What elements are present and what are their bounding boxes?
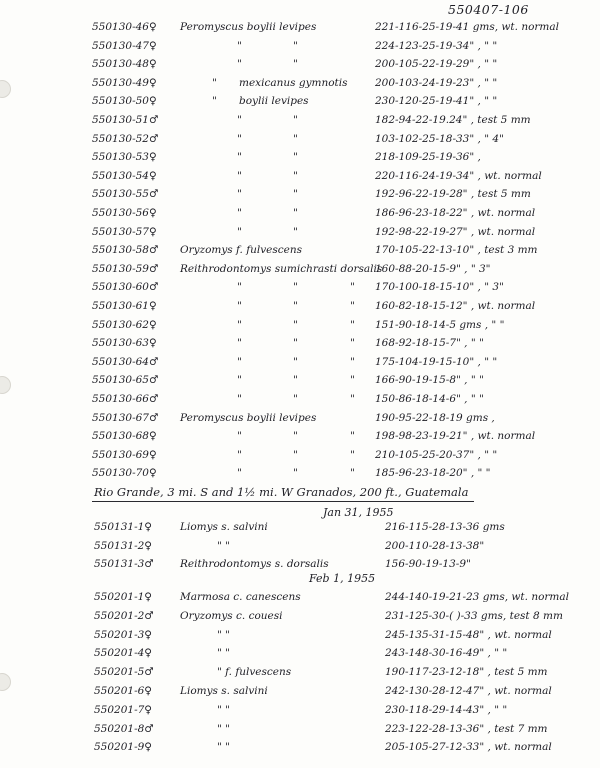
- catalog-number: 550201-1♀: [94, 591, 152, 603]
- catalog-number: 550130-55♂: [92, 188, 159, 201]
- measurements: 175-104-19-15-10" , " ": [375, 355, 498, 368]
- locality-underline: [92, 501, 474, 502]
- catalog-number: 550131-2♀: [94, 539, 152, 552]
- catalog-number: 550201-2♂: [94, 609, 154, 622]
- ditto-mark: ": [293, 207, 298, 219]
- measurements: 182-94-22-19.24" , test 5 mm: [375, 114, 531, 126]
- species-name: boylii levipes: [239, 95, 309, 108]
- catalog-number: 550201-5♂: [94, 666, 154, 679]
- catalog-number: 550130-65♂: [92, 374, 159, 387]
- catalog-number: 550130-63♀: [92, 337, 157, 350]
- ditto-mark: ": [237, 207, 242, 219]
- ditto-mark: ": [293, 374, 298, 387]
- catalog-row: [0, 40, 600, 59]
- ditto-mark: ": [293, 114, 298, 126]
- ditto-mark: ": [237, 281, 242, 294]
- measurements: 166-90-19-15-8" , " ": [375, 374, 484, 387]
- catalog-number: 550130-46♀: [92, 21, 157, 33]
- catalog-row: [0, 188, 600, 207]
- species-name: Peromyscus boylii levipes: [180, 411, 317, 424]
- ditto-mark: ": [350, 281, 355, 294]
- locality-text: Rio Grande, 3 mi. S and 1½ mi. W Granados, 200 ft., Guatemala: [94, 485, 469, 499]
- catalog-row: [0, 741, 600, 760]
- catalog-row: [0, 319, 600, 338]
- catalog-number: 550131-3♂: [94, 558, 154, 570]
- species-name: Reithrodontomys sumichrasti dorsalis: [180, 262, 383, 275]
- measurements: 243-148-30-16-49" , " ": [385, 647, 508, 660]
- catalog-number: 550201-9♀: [94, 741, 152, 754]
- locality-heading: [94, 485, 468, 499]
- catalog-row: [0, 610, 600, 629]
- ditto-mark: ": [237, 188, 242, 201]
- species-name: mexicanus gymnotis: [239, 76, 348, 89]
- catalog-number: 550130-61♀: [92, 300, 157, 312]
- measurements: 190-117-23-12-18" , test 5 mm: [385, 666, 548, 679]
- catalog-row: [0, 393, 600, 412]
- catalog-number: 550130-68♀: [92, 430, 157, 443]
- measurements: 160-88-20-15-9" , " 3": [375, 262, 491, 275]
- measurements: 198-98-23-19-21" , wt. normal: [375, 430, 536, 443]
- ditto-mark: ": [293, 430, 298, 443]
- ditto-mark: ": [293, 151, 298, 164]
- measurements: 230-118-29-14-43" , " ": [385, 703, 508, 716]
- ditto-mark: ": [237, 114, 242, 126]
- ditto-mark: ": [237, 225, 242, 238]
- ditto-mark: ": [237, 467, 242, 480]
- measurements: 168-92-18-15-7" , " ": [375, 337, 484, 350]
- catalog-row: [0, 449, 600, 468]
- catalog-number: 550130-58♂: [92, 244, 159, 257]
- catalog-row: [0, 723, 600, 742]
- ditto-mark: ": [237, 430, 242, 443]
- measurements: 160-82-18-15-12" , wt. normal: [375, 300, 536, 312]
- catalog-row: [0, 374, 600, 393]
- ditto-mark: ": [237, 39, 242, 52]
- date-heading-2: Feb 1, 1955: [309, 572, 376, 585]
- ditto-mark: ": [237, 337, 242, 350]
- ditto-mark: ": [350, 337, 355, 350]
- ditto-mark: ": [350, 300, 355, 312]
- catalog-row: [0, 114, 600, 133]
- catalog-number: 550130-69♀: [92, 448, 157, 461]
- ditto-mark: ": [237, 151, 242, 164]
- ditto-mark: ": [293, 188, 298, 201]
- ditto-mark: ": [237, 132, 242, 145]
- measurements: 244-140-19-21-23 gms, wt. normal: [385, 591, 569, 603]
- catalog-number: 550130-62♀: [92, 318, 157, 331]
- measurements: 170-100-18-15-10" , " 3": [375, 281, 504, 294]
- species-name: Marmosa c. canescens: [180, 591, 301, 603]
- ditto-mark: ": [350, 448, 355, 461]
- catalog-number: 550130-53♀: [92, 151, 157, 164]
- catalog-row: [0, 226, 600, 245]
- catalog-number: 550130-48♀: [92, 58, 157, 71]
- measurements: 192-98-22-19-27" , wt. normal: [375, 225, 536, 238]
- catalog-number: 550130-51♂: [92, 114, 159, 126]
- catalog-row: [0, 704, 600, 723]
- catalog-number: 550130-60♂: [92, 281, 159, 294]
- ditto-mark: ": [237, 448, 242, 461]
- ditto-mark: ": [293, 132, 298, 145]
- measurements: 170-105-22-13-10" , test 3 mm: [375, 244, 538, 257]
- ditto-mark: ": [237, 318, 242, 331]
- catalog-row: [0, 540, 600, 559]
- ditto-mark: ": [293, 355, 298, 368]
- measurements: 150-86-18-14-6" , " ": [375, 393, 484, 405]
- catalog-row: [0, 133, 600, 152]
- catalog-number: 550130-50♀: [92, 95, 157, 108]
- species-name: " ": [217, 722, 230, 735]
- ditto-mark: ": [293, 281, 298, 294]
- catalog-row: [0, 337, 600, 356]
- catalog-row: [0, 281, 600, 300]
- ditto-mark: ": [293, 467, 298, 480]
- ditto-mark: ": [293, 169, 298, 182]
- measurements: 200-110-28-13-38": [385, 539, 485, 552]
- catalog-number: 550201-3♀: [94, 628, 152, 641]
- measurements: 151-90-18-14-5 gms , " ": [375, 318, 505, 331]
- measurements: 220-116-24-19-34" , wt. normal: [375, 169, 542, 182]
- ditto-mark: ": [293, 318, 298, 331]
- catalog-row: [0, 430, 600, 449]
- catalog-row: [0, 467, 600, 486]
- catalog-row: [0, 685, 600, 704]
- ditto-mark: ": [293, 58, 298, 71]
- catalog-row: [0, 591, 600, 610]
- species-name: Oryzomys c. couesi: [180, 609, 283, 622]
- ditto-mark: ": [237, 374, 242, 387]
- species-name: Liomys s. salvini: [180, 685, 268, 697]
- catalog-number: 550201-6♀: [94, 685, 152, 697]
- measurements: 186-96-23-18-22" , wt. normal: [375, 207, 536, 219]
- ditto-mark: ": [237, 58, 242, 71]
- species-name: " ": [217, 647, 230, 660]
- catalog-row: [0, 300, 600, 319]
- measurements: 200-103-24-19-23" , " ": [375, 76, 498, 89]
- catalog-row: [0, 95, 600, 114]
- ditto-mark: ": [237, 355, 242, 368]
- catalog-row: [0, 412, 600, 431]
- ditto-mark: ": [350, 467, 355, 480]
- catalog-number: 550201-8♂: [94, 722, 154, 735]
- measurements: 223-122-28-13-36" , test 7 mm: [385, 722, 548, 735]
- ditto-mark: ": [293, 39, 298, 52]
- ditto-mark: ": [237, 393, 242, 405]
- measurements: 200-105-22-19-29" , " ": [375, 58, 498, 71]
- catalog-row: [0, 170, 600, 189]
- ditto-mark: ": [350, 393, 355, 405]
- species-name: " ": [217, 628, 230, 641]
- catalog-row: [0, 356, 600, 375]
- ditto-mark: ": [212, 76, 217, 89]
- catalog-number: 550130-47♀: [92, 39, 157, 52]
- species-name: Peromyscus boylii levipes: [180, 21, 317, 33]
- catalog-number: 550130-70♀: [92, 467, 157, 480]
- ditto-mark: ": [350, 430, 355, 443]
- catalog-number: 550130-66♂: [92, 393, 159, 405]
- catalog-number: 550130-54♀: [92, 169, 157, 182]
- catalog-number: 550130-67♂: [92, 411, 159, 424]
- catalog-number: 550130-52♂: [92, 132, 159, 145]
- species-name: " f. fulvescens: [217, 666, 292, 679]
- measurements: 103-102-25-18-33" , " 4": [375, 132, 504, 145]
- ditto-mark: ": [293, 337, 298, 350]
- measurements: 245-135-31-15-48" , wt. normal: [385, 628, 552, 641]
- ditto-mark: ": [293, 448, 298, 461]
- ditto-mark: ": [293, 225, 298, 238]
- ditto-mark: ": [237, 169, 242, 182]
- catalog-row: [0, 263, 600, 282]
- ditto-mark: ": [350, 318, 355, 331]
- species-name: " ": [217, 539, 230, 552]
- date-heading-1: Jan 31, 1955: [323, 506, 394, 519]
- catalog-row: [0, 244, 600, 263]
- species-name: Liomys s. salvini: [180, 521, 268, 533]
- catalog-row: [0, 207, 600, 226]
- species-name: " ": [217, 703, 230, 716]
- catalog-number: 550130-56♀: [92, 207, 157, 219]
- measurements: 230-120-25-19-41" , " ": [375, 95, 498, 108]
- catalog-number: 550130-49♀: [92, 76, 157, 89]
- ditto-mark: ": [212, 95, 217, 108]
- catalog-number: 550201-4♀: [94, 647, 152, 660]
- ditto-mark: ": [350, 355, 355, 368]
- catalog-row: [0, 521, 600, 540]
- catalog-row: [0, 666, 600, 685]
- catalog-row: [0, 77, 600, 96]
- measurements: 231-125-30-( )-33 gms, test 8 mm: [385, 609, 563, 622]
- catalog-number: 550130-57♀: [92, 225, 157, 238]
- catalog-number: 550201-7♀: [94, 703, 152, 716]
- measurements: 218-109-25-19-36" ,: [375, 151, 481, 164]
- species-name: Oryzomys f. fulvescens: [180, 244, 303, 257]
- catalog-row: [0, 647, 600, 666]
- measurements: 190-95-22-18-19 gms ,: [375, 411, 495, 424]
- catalog-number: 550130-64♂: [92, 355, 159, 368]
- ditto-mark: ": [237, 300, 242, 312]
- ditto-mark: ": [293, 393, 298, 405]
- measurements: 242-130-28-12-47" , wt. normal: [385, 685, 552, 697]
- catalog-row: [0, 58, 600, 77]
- measurements: 156-90-19-13-9": [385, 558, 471, 570]
- measurements: 221-116-25-19-41 gms, wt. normal: [375, 21, 559, 33]
- measurements: 205-105-27-12-33" , wt. normal: [385, 741, 552, 754]
- catalog-row: [0, 629, 600, 648]
- catalog-row: [0, 558, 600, 577]
- measurements: 185-96-23-18-20" , " ": [375, 467, 491, 480]
- catalog-number: 550130-59♂: [92, 262, 159, 275]
- measurements: 216-115-28-13-36 gms: [385, 521, 505, 533]
- page-number: 550407-106: [448, 2, 529, 17]
- measurements: 192-96-22-19-28" , test 5 mm: [375, 188, 531, 201]
- catalog-row: [0, 151, 600, 170]
- catalog-row: [0, 21, 600, 40]
- ditto-mark: ": [293, 300, 298, 312]
- species-name: " ": [217, 741, 230, 754]
- species-name: Reithrodontomys s. dorsalis: [180, 558, 329, 570]
- measurements: 224-123-25-19-34" , " ": [375, 39, 498, 52]
- measurements: 210-105-25-20-37" , " ": [375, 448, 498, 461]
- ditto-mark: ": [350, 374, 355, 387]
- catalog-number: 550131-1♀: [94, 521, 152, 533]
